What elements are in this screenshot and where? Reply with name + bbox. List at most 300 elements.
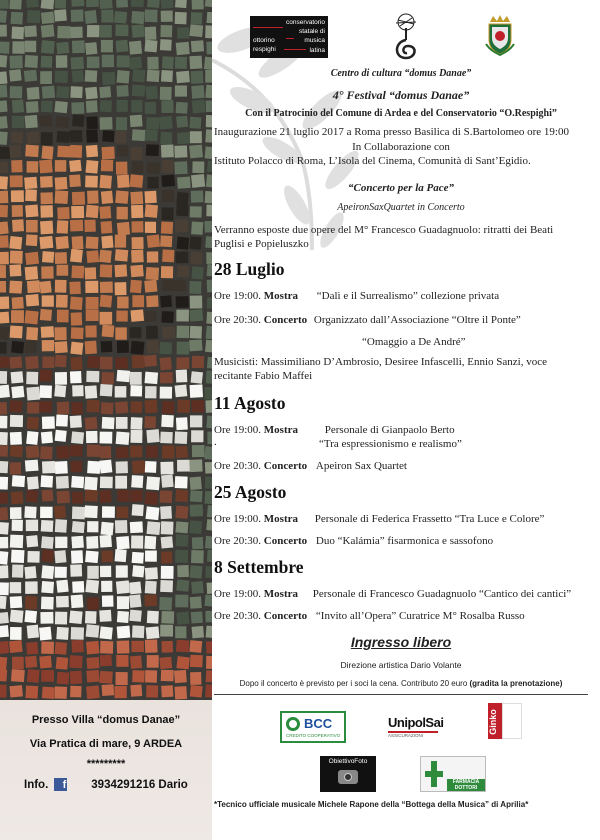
mosaic-tile [161,670,174,682]
quartet-line: ApeironSaxQuartet in Concerto [337,202,465,213]
mosaic-tile [24,25,37,37]
event-text: Apeiron Sax Quartet [315,460,407,472]
mosaic-tile [10,445,23,457]
mosaic-tile [204,221,212,233]
mosaic-tile [26,0,39,8]
mosaic-tile [102,147,115,160]
mosaic-tile [131,11,144,24]
mosaic-tile [0,477,8,490]
date-heading: 28 Luglio [214,259,285,279]
mosaic-tile [116,40,129,53]
mosaic-tile [42,251,54,263]
mosaic-tile [72,581,84,593]
mosaic-tile [145,222,156,233]
mosaic-tile [56,657,69,670]
mosaic-tile [160,87,172,100]
mosaic-tile [70,564,82,576]
mosaic-tile [42,356,54,368]
mosaic-tile [130,115,143,127]
mosaic-tile [86,116,98,129]
mosaic-tile [161,474,174,487]
mosaic-tile [0,402,7,415]
mosaic-tile [189,339,202,351]
mosaic-tile [99,250,112,263]
event-row [214,513,544,525]
mosaic-tile [146,267,159,280]
mosaic-tile [145,204,158,218]
mosaic-tile [100,117,113,130]
mosaic-tile [85,267,97,279]
mosaic-tile [25,266,39,280]
facebook-icon[interactable]: f [54,778,67,791]
mosaic-tile [10,325,23,338]
mosaic-tile [175,626,186,638]
mosaic-tile [205,611,212,623]
mosaic-tile [84,505,97,518]
mosaic-tile [0,492,8,504]
mosaic-tile [55,642,68,655]
mosaic-tile [9,685,22,697]
mosaic-tile [130,430,142,443]
mosaic-tile [146,429,159,443]
mosaic-tile [40,369,52,381]
mosaic-tile [117,296,128,308]
mosaic-tile [176,579,189,591]
mosaic-tile [116,432,130,445]
event-kind: Concerto [263,460,308,472]
mosaic-tile [69,610,82,624]
mosaic-tile [40,221,53,235]
mosaic-tile [55,160,67,172]
mosaic-tile [145,86,158,100]
mosaic-tile [190,384,203,397]
mosaic-tile [132,504,144,516]
mosaic-tile [100,476,113,488]
mosaic-tile [86,160,99,174]
mosaic-tile [100,25,112,38]
mosaic-tile [101,581,112,592]
mosaic-tile [160,372,173,383]
mosaic-tile [147,340,159,354]
mosaic-tile [162,445,175,458]
mosaic-tile [190,655,203,668]
date-heading: 8 Settembre [214,557,304,577]
mosaic-tile [147,235,160,248]
mosaic-tile [192,0,204,10]
mosaic-tile [71,640,83,653]
mosaic-tile [205,70,212,83]
mosaic-tile [176,357,189,369]
footer-divider [214,694,588,695]
mosaic-tile [205,0,212,8]
mosaic-tile [175,57,187,69]
mosaic-tile [115,386,127,397]
mosaic-tile [191,400,204,412]
mosaic-tile [100,432,113,444]
farmacia-logo [420,756,486,792]
mosaic-tile [147,162,160,174]
mosaic-tile [102,506,115,518]
mosaic-tile [25,356,39,369]
mosaic-tile [40,309,52,321]
mosaic-tile [100,357,113,370]
mosaic-tile [145,461,157,473]
mosaic-tile [55,252,67,264]
mosaic-tile [174,279,186,291]
mosaic-tile [71,312,83,325]
mosaic-tile [71,57,84,70]
mosaic-tile [192,537,204,549]
mosaic-tile [85,87,98,100]
mosaic-tile [160,580,173,592]
mosaic-tile [145,386,157,398]
mosaic-tile [0,625,9,638]
mosaic-tile [54,385,66,397]
mosaic-tile [190,565,203,578]
mosaic-tile [0,312,9,324]
mosaic-tile [26,431,38,445]
mosaic-tile [116,117,127,130]
mosaic-tile [41,581,54,593]
mosaic-tile [130,685,142,697]
mosaic-tile [147,251,158,262]
mosaic-tile [146,626,160,639]
event-time: Ore 20:30. [214,535,262,547]
event-row [214,535,493,547]
mosaic-tile [57,491,70,504]
mosaic-tile [9,69,22,81]
mosaic-tile [144,40,157,53]
mosaic-tile [102,595,114,607]
mosaic-tile [159,657,172,669]
mosaic-tile [161,611,174,624]
mosaic-tile [99,490,112,503]
event-text: Organizzato dall’Associazione “Oltre il Ponte” [313,314,521,326]
mosaic-tile [206,641,212,654]
mosaic-tile [206,312,212,325]
unipolsai-text: UnipolSai [388,715,444,730]
event-text: Personale di Gianpaolo Berto [324,424,455,436]
mosaic-tile [175,0,187,8]
mosaic-tile [27,669,40,683]
mosaic-tile [145,506,159,520]
mosaic-tile [132,237,144,249]
mosaic-tile [207,505,212,518]
mosaic-tile [116,580,130,594]
mosaic-tile [0,191,8,204]
mosaic-tile [131,0,144,7]
collaborazione-line: In Collaborazione con [352,141,450,153]
mosaic-tile [42,340,54,351]
mosaic-tile [55,190,69,204]
mosaic-tile [12,41,25,53]
mosaic-tile [12,520,23,532]
mosaic-tile [54,341,67,353]
mosaic-tile [190,504,203,516]
mosaic-tile [11,341,24,354]
mosaic-tile [10,596,23,608]
mosaic-tile [70,357,82,371]
event-text: Personale di Francesco Guadagnuolo “Cantico dei cantici” [312,588,572,600]
cena-prenotazione: (gradita la prenotazione) [469,679,563,688]
mosaic-tile [69,174,81,187]
mosaic-tile [55,519,67,533]
mosaic-tile [175,505,188,518]
mosaic-tile [100,446,112,459]
mosaic-tile [144,400,157,414]
mosaic-tile [116,370,130,382]
mosaic-tile [176,310,189,322]
mosaic-tile [55,236,69,249]
mosaic-tile [25,204,38,217]
mosaic-tile [72,114,84,127]
mosaic-tile [117,626,131,639]
mosaic-tile [99,610,111,622]
mosaic-tile [100,295,113,308]
mosaic-tile [145,639,158,652]
mosaic-tile [129,594,141,607]
mosaic-tile [0,669,7,681]
mosaic-tile [42,416,55,429]
mosaic-tile [131,250,144,263]
mosaic-tile [144,280,157,293]
mosaic-tile [190,685,203,698]
mosaic-tile [117,145,128,157]
mosaic-tile [205,595,212,607]
mosaic-tile [116,536,129,549]
mosaic-tile [99,175,112,189]
mosaic-tile [71,206,84,218]
mosaic-tile [27,476,39,489]
mosaic-tile [0,432,8,445]
mosaic-tile [24,177,37,189]
mosaic-tile [147,611,159,624]
phone-number[interactable]: 3934291216 Dario [91,778,188,791]
mosaic-tile [87,400,100,413]
mosaic-tile [159,116,173,129]
mosaic-tile [40,71,52,84]
mosaic-tile [25,189,37,201]
event-text: “Dalì e il Surrealismo” collezione privata [316,290,500,302]
mosaic-tile [101,221,113,234]
mosaic-tile [25,340,37,352]
mosaic-tile [70,249,83,263]
mosaic-tile [207,550,212,562]
mosaic-tile [161,536,174,548]
mosaic-tile [0,116,8,129]
mosaic-tile [130,490,143,502]
mosaic-tile [117,611,129,623]
mosaic-tile [26,372,38,385]
mosaic-tile [116,100,127,112]
mosaic-tile [86,100,98,113]
mosaic-tile [144,595,157,607]
mosaic-tile [27,87,40,100]
mosaic-tile [116,655,128,667]
mosaic-tile [191,581,204,594]
mosaic-tile [174,686,187,699]
mosaic-tile [71,476,84,488]
centro-cultura-label: Centro di cultura “domus Danae” [330,68,472,79]
mosaic-tile [41,475,54,487]
mosaic-tile [26,327,38,340]
mosaic-tile [174,431,187,444]
mosaic-tile [175,476,188,488]
mosaic-tile [129,610,141,622]
mosaic-tile [100,566,111,577]
mosaic-tile [101,372,114,384]
mosaic-tile [117,207,128,220]
mosaic-tile [189,520,202,534]
mosaic-tile [190,131,202,143]
mosaic-tile [130,372,142,385]
mosaic-tile [27,161,39,172]
event-row [214,314,521,326]
mosaic-tile [55,71,68,83]
mosaic-tile [206,519,212,531]
mosaic-tile [102,130,114,142]
mosaic-tile [175,85,187,96]
mosaic-tile [116,461,128,473]
mosaic-tile [70,342,83,355]
mosaic-tile [175,595,188,608]
mosaic-tile [86,297,99,310]
mosaic-tile [207,279,212,292]
mosaic-tile [189,24,203,37]
mosaic-tile [145,311,157,322]
mosaic-tile [56,131,70,143]
mosaic-tile [0,327,9,340]
mosaic-tile [54,505,66,518]
mosaic-tile [71,431,84,444]
mosaic-tile [56,295,68,308]
mosaic-tile [160,39,172,51]
mosaic-tile [41,565,54,579]
mosaic-tile [55,0,66,8]
mosaic-tile [26,220,38,232]
mosaic-tile [0,221,9,234]
mosaic-tile [116,310,128,321]
mosaic-tile [87,597,99,610]
mosaic-tile [56,55,68,68]
mosaic-tile [161,311,173,323]
mosaic-tile [12,657,24,670]
mosaic-tile [205,146,212,159]
event-time: Ore 19:00. [214,588,262,600]
mosaic-tile [204,57,212,71]
bcc-subtext: CREDITO COOPERATIVO [286,733,341,738]
verranno-line-1: Verranno esposte due opere del M° Francesco Guadagnuolo: ritratti dei Beati [214,224,554,236]
mosaic-tile [190,295,202,308]
mosaic-tile [0,565,8,578]
mosaic-tile [207,357,212,369]
date-heading: 25 Agosto [214,482,287,502]
logo-line: ottorino [253,37,275,44]
mosaic-tile [40,446,53,459]
mosaic-tile [132,552,144,564]
mosaic-tile [116,162,128,175]
mosaic-tile [189,145,203,159]
mosaic-tile [205,236,212,248]
mosaic-tile [86,670,99,683]
mosaic-tile [130,265,143,278]
mosaic-tile [24,70,37,82]
mosaic-tile [131,221,143,232]
mosaic-tile [55,116,69,128]
mosaic-tile [176,446,188,459]
mosaic-tile [39,160,53,174]
mosaic-tile [69,130,82,142]
mosaic-tile [85,551,99,564]
mosaic-tile [192,161,204,173]
mosaic-tile [191,40,204,52]
unipolsai-subtext: ASSICURAZIONI [388,733,424,738]
mosaic-tile [144,491,158,505]
event-subtitle: “Tra espressionismo e realismo” [319,438,462,450]
event-time: Ore 20:30. [214,314,262,326]
mosaic-tile [116,0,128,8]
event-kind: Concerto [263,314,308,326]
mosaic-tile [0,385,10,399]
mosaic-tile [162,249,174,262]
mosaic-tile [146,446,158,458]
venue-name: Presso Villa “domus Danae” [31,714,181,726]
info-label: Info. [24,778,49,791]
patrocinio-line: Con il Patrocinio del Comune di Ardea e del Conservatorio “O.Respighi” [245,108,557,119]
mosaic-tile [26,535,38,547]
inaugurazione-line: Inaugurazione 21 luglio 2017 a Roma presso Basilica di S.Bartolomeo ore 19:00 [214,126,569,138]
mosaic-tile [130,655,142,668]
mosaic-tile [39,401,51,412]
mosaic-tile [0,342,7,354]
mosaic-tile [10,610,24,623]
mosaic-tile [145,670,157,683]
mosaic-tile [25,145,39,157]
mosaic-tile [41,0,55,9]
mosaic-tile [0,445,8,457]
mosaic-tile [191,71,204,84]
mosaic-tile [0,582,9,595]
mosaic-tile [130,521,143,533]
mosaic-tile [130,147,143,160]
musicisti-line-2: recitante Fabio Maffei [214,370,313,382]
date-heading: 11 Agosto [214,393,286,413]
venue-contact [24,778,188,791]
mosaic-tile [0,612,9,624]
mosaic-tile [130,417,142,430]
mosaic-tile [85,341,97,355]
mosaic-tile [10,86,23,98]
mosaic-tile [41,12,55,25]
concerto-pace-title: “Concerto per la Pace” [347,182,454,194]
mosaic-tile [0,176,8,190]
mosaic-tile [176,42,190,56]
mosaic-tile [87,461,100,474]
mosaic-tile [116,672,128,685]
mosaic-tile [55,355,67,368]
mosaic-tile [191,371,203,383]
mosaic-tile [27,417,39,430]
mosaic-tile [11,131,24,143]
mosaic-tile [191,611,203,623]
mosaic-tile [85,580,99,594]
mosaic-tile [72,40,85,53]
mosaic-tile [160,432,173,444]
mosaic-tile [72,491,84,503]
mosaic-tile [146,476,160,490]
mosaic-tile [99,206,111,219]
mosaic-tile [10,55,23,68]
